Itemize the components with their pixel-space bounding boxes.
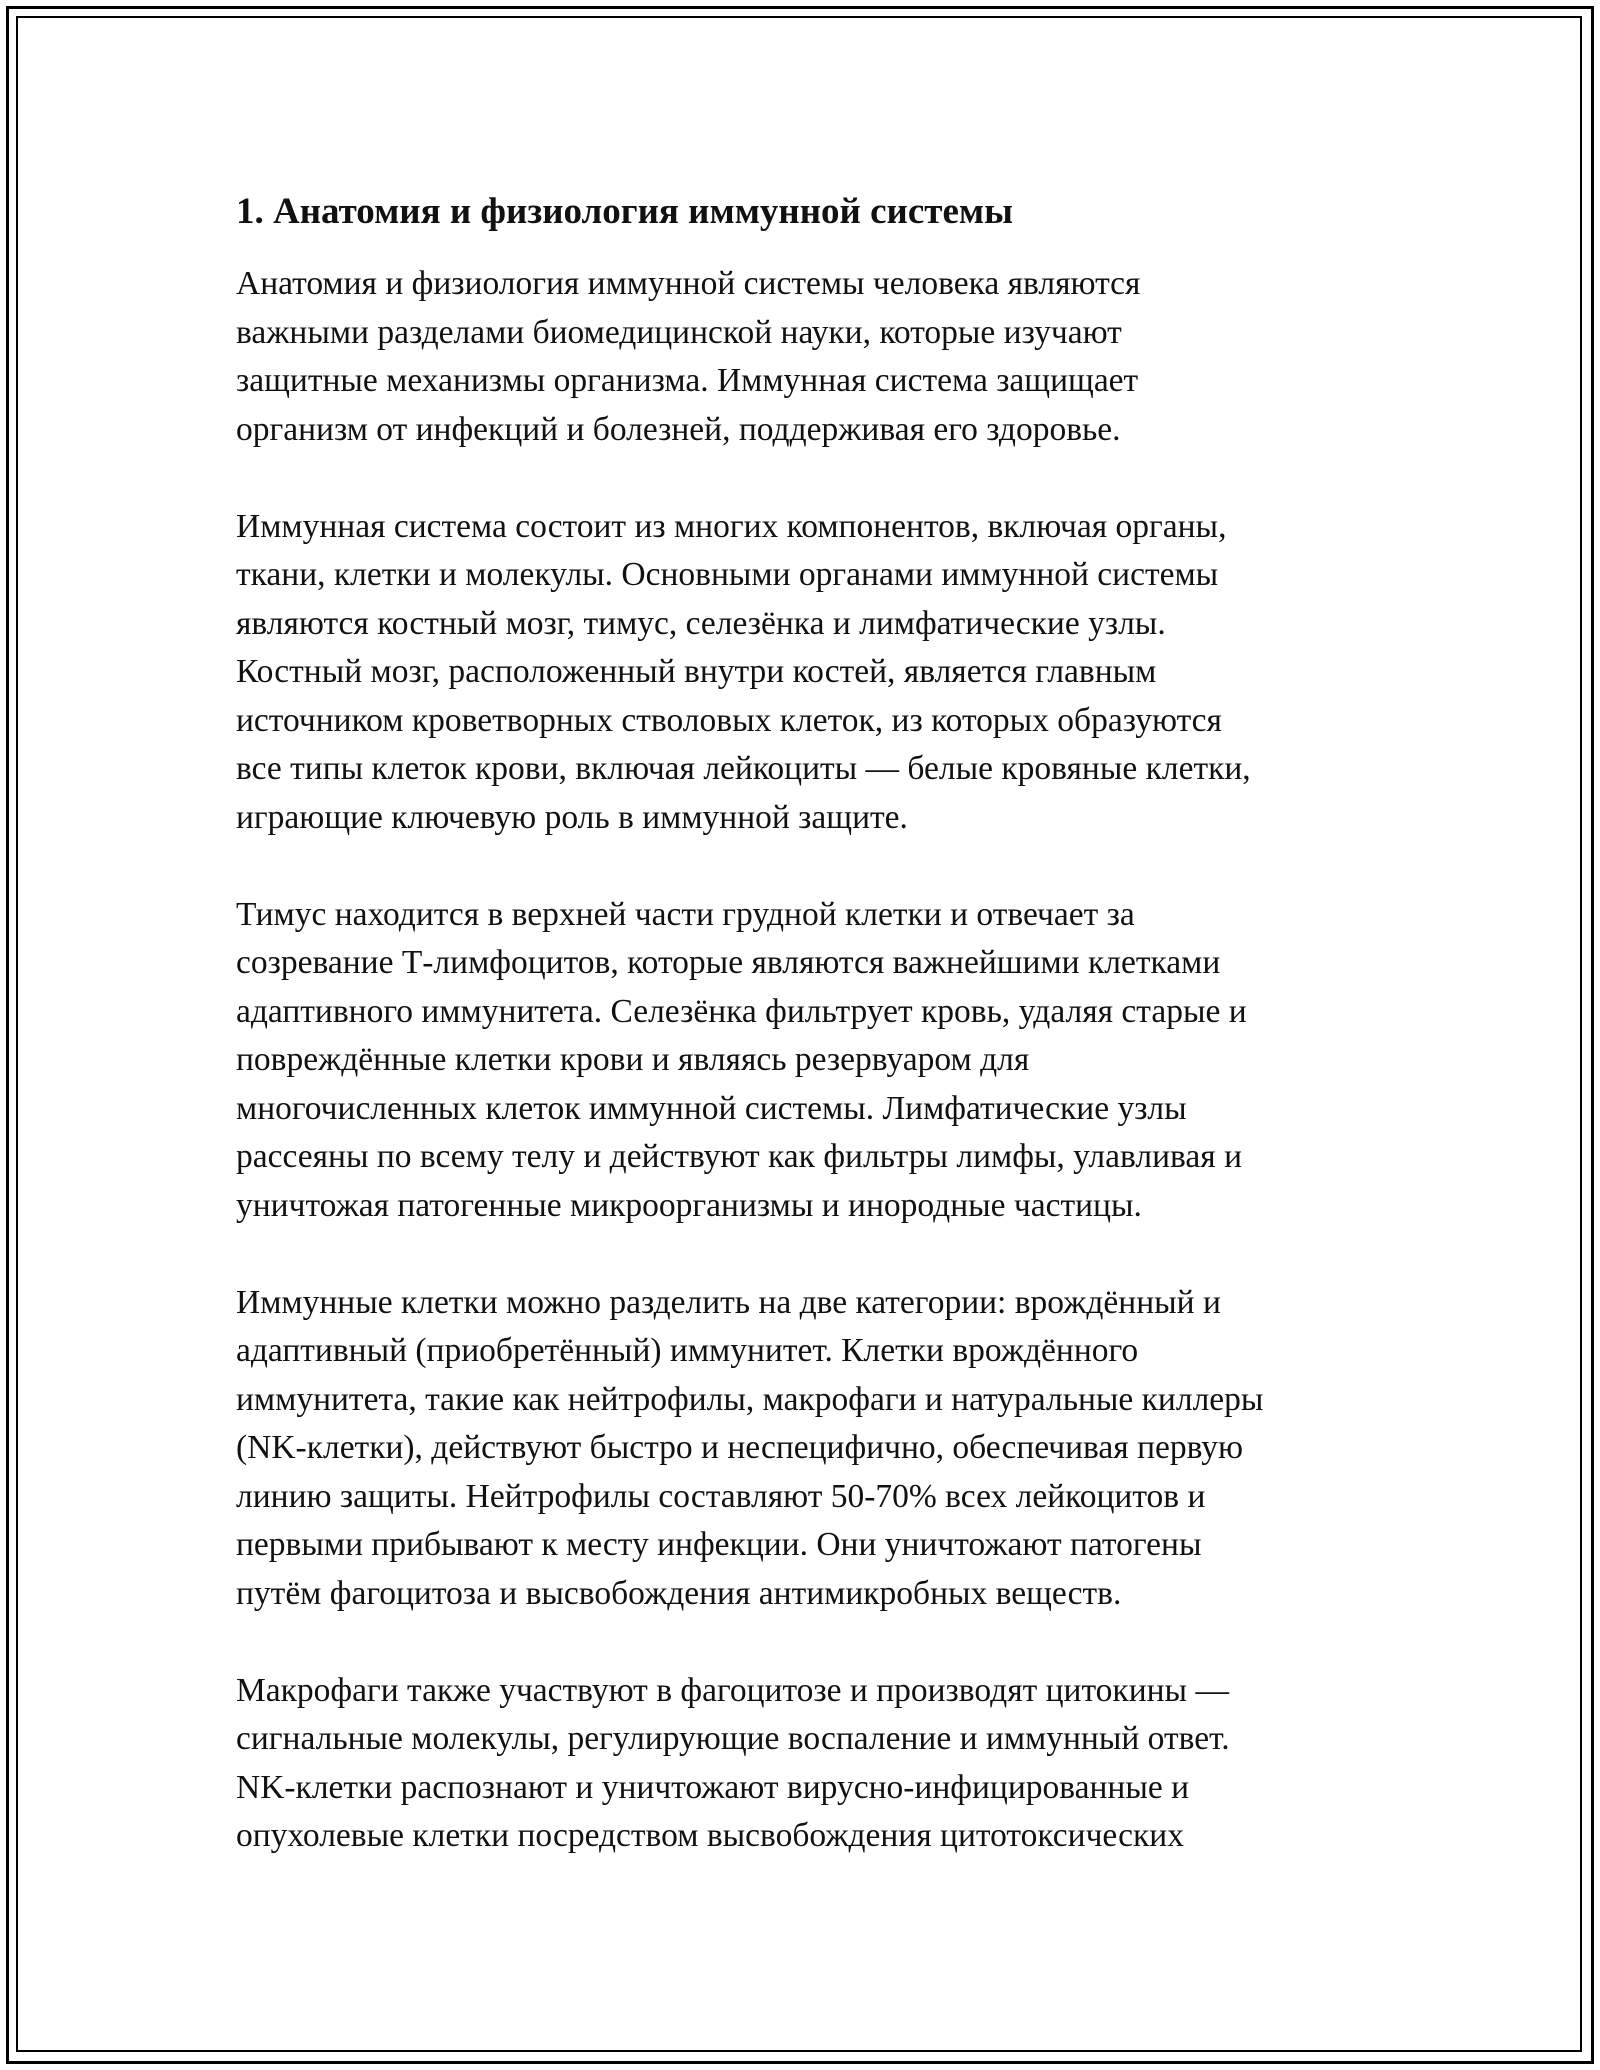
paragraph-line: все типы клеток крови, включая лейкоциты — белые кровяные клетки, <box>236 750 1251 787</box>
document-body <box>236 188 1376 1861</box>
paragraph-line: Анатомия и физиология иммунной системы человека являются <box>236 265 1141 302</box>
paragraph-line: (NK-клетки), действуют быстро и неспецифично, обеспечивая первую <box>236 1429 1244 1466</box>
paragraph-line: Костный мозг, расположенный внутри костей, является главным <box>236 653 1157 690</box>
paragraph-line: линию защиты. Нейтрофилы составляют 50-70% всех лейкоцитов и <box>236 1477 1206 1515</box>
paragraph-line: Тимус находится в верхней части грудной клетки и отвечает за <box>236 895 1135 933</box>
paragraph-line: уничтожая патогенные микроорганизмы и инородные частицы. <box>236 1186 1142 1224</box>
paragraph-line: созревание Т-лимфоцитов, которые являются важнейшими клетками <box>236 944 1221 981</box>
paragraph-line: адаптивного иммунитета. Селезёнка фильтрует кровь, удаляя старые и <box>236 992 1247 1030</box>
paragraph-line: сигнальные молекулы, регулирующие воспаление и иммунный ответ. <box>236 1720 1230 1757</box>
paragraph-line: организм от инфекций и болезней, поддерживая его здоровье. <box>236 410 1121 448</box>
paragraph-4 <box>236 1279 1376 1619</box>
paragraph-line: повреждённые клетки крови и являясь резервуаром для <box>236 1041 1030 1078</box>
paragraph-spacer <box>236 842 1376 891</box>
paragraph-spacer <box>236 454 1376 503</box>
paragraph-3 <box>236 891 1376 1231</box>
paragraph-line: NK-клетки распознают и уничтожают вирусно-инфицированные и <box>236 1768 1190 1806</box>
paragraph-line: важными разделами биомедицинской науки, которые изучают <box>236 313 1122 351</box>
paragraph-line: Иммунные клетки можно разделить на две категории: врождённый и <box>236 1283 1221 1321</box>
paragraph-line: играющие ключевую роль в иммунной защите. <box>236 798 908 836</box>
paragraph-line: рассеяны по всему телу и действуют как фильтры лимфы, улавливая и <box>236 1138 1242 1175</box>
paragraph-line: Иммунная система состоит из многих компонентов, включая органы, <box>236 507 1227 545</box>
paragraph-line: путём фагоцитоза и высвобождения антимикробных веществ. <box>236 1574 1122 1612</box>
section-heading: 1. Анатомия и физиология иммунной системы <box>236 191 1013 232</box>
paragraph-line: источником кроветворных стволовых клеток, из которых образуются <box>236 701 1222 739</box>
paragraph-5 <box>236 1667 1376 1861</box>
paragraph-spacer <box>236 1230 1376 1279</box>
paragraph-line: первыми прибывают к месту инфекции. Они уничтожают патогены <box>236 1526 1202 1563</box>
paragraph-line: иммунитета, такие как нейтрофилы, макрофаги и натуральные киллеры <box>236 1380 1264 1418</box>
paragraph-line: опухолевые клетки посредством высвобождения цитотоксических <box>236 1817 1184 1854</box>
paragraph-line: защитные механизмы организма. Иммунная система защищает <box>236 362 1139 399</box>
paragraph-line: многочисленных клеток иммунной системы. Лимфатические узлы <box>236 1089 1187 1127</box>
paragraph-line: ткани, клетки и молекулы. Основными органами иммунной системы <box>236 556 1219 593</box>
paragraph-2 <box>236 503 1376 843</box>
paragraph-spacer <box>236 1618 1376 1667</box>
paragraph-1 <box>236 260 1376 454</box>
paragraph-line: являются костный мозг, тимус, селезёнка и лимфатические узлы. <box>236 604 1166 642</box>
paragraph-line: адаптивный (приобретённый) иммунитет. Клетки врождённого <box>236 1332 1139 1369</box>
paragraph-line: Макрофаги также участвуют в фагоцитозе и производят цитокины — <box>236 1671 1229 1709</box>
